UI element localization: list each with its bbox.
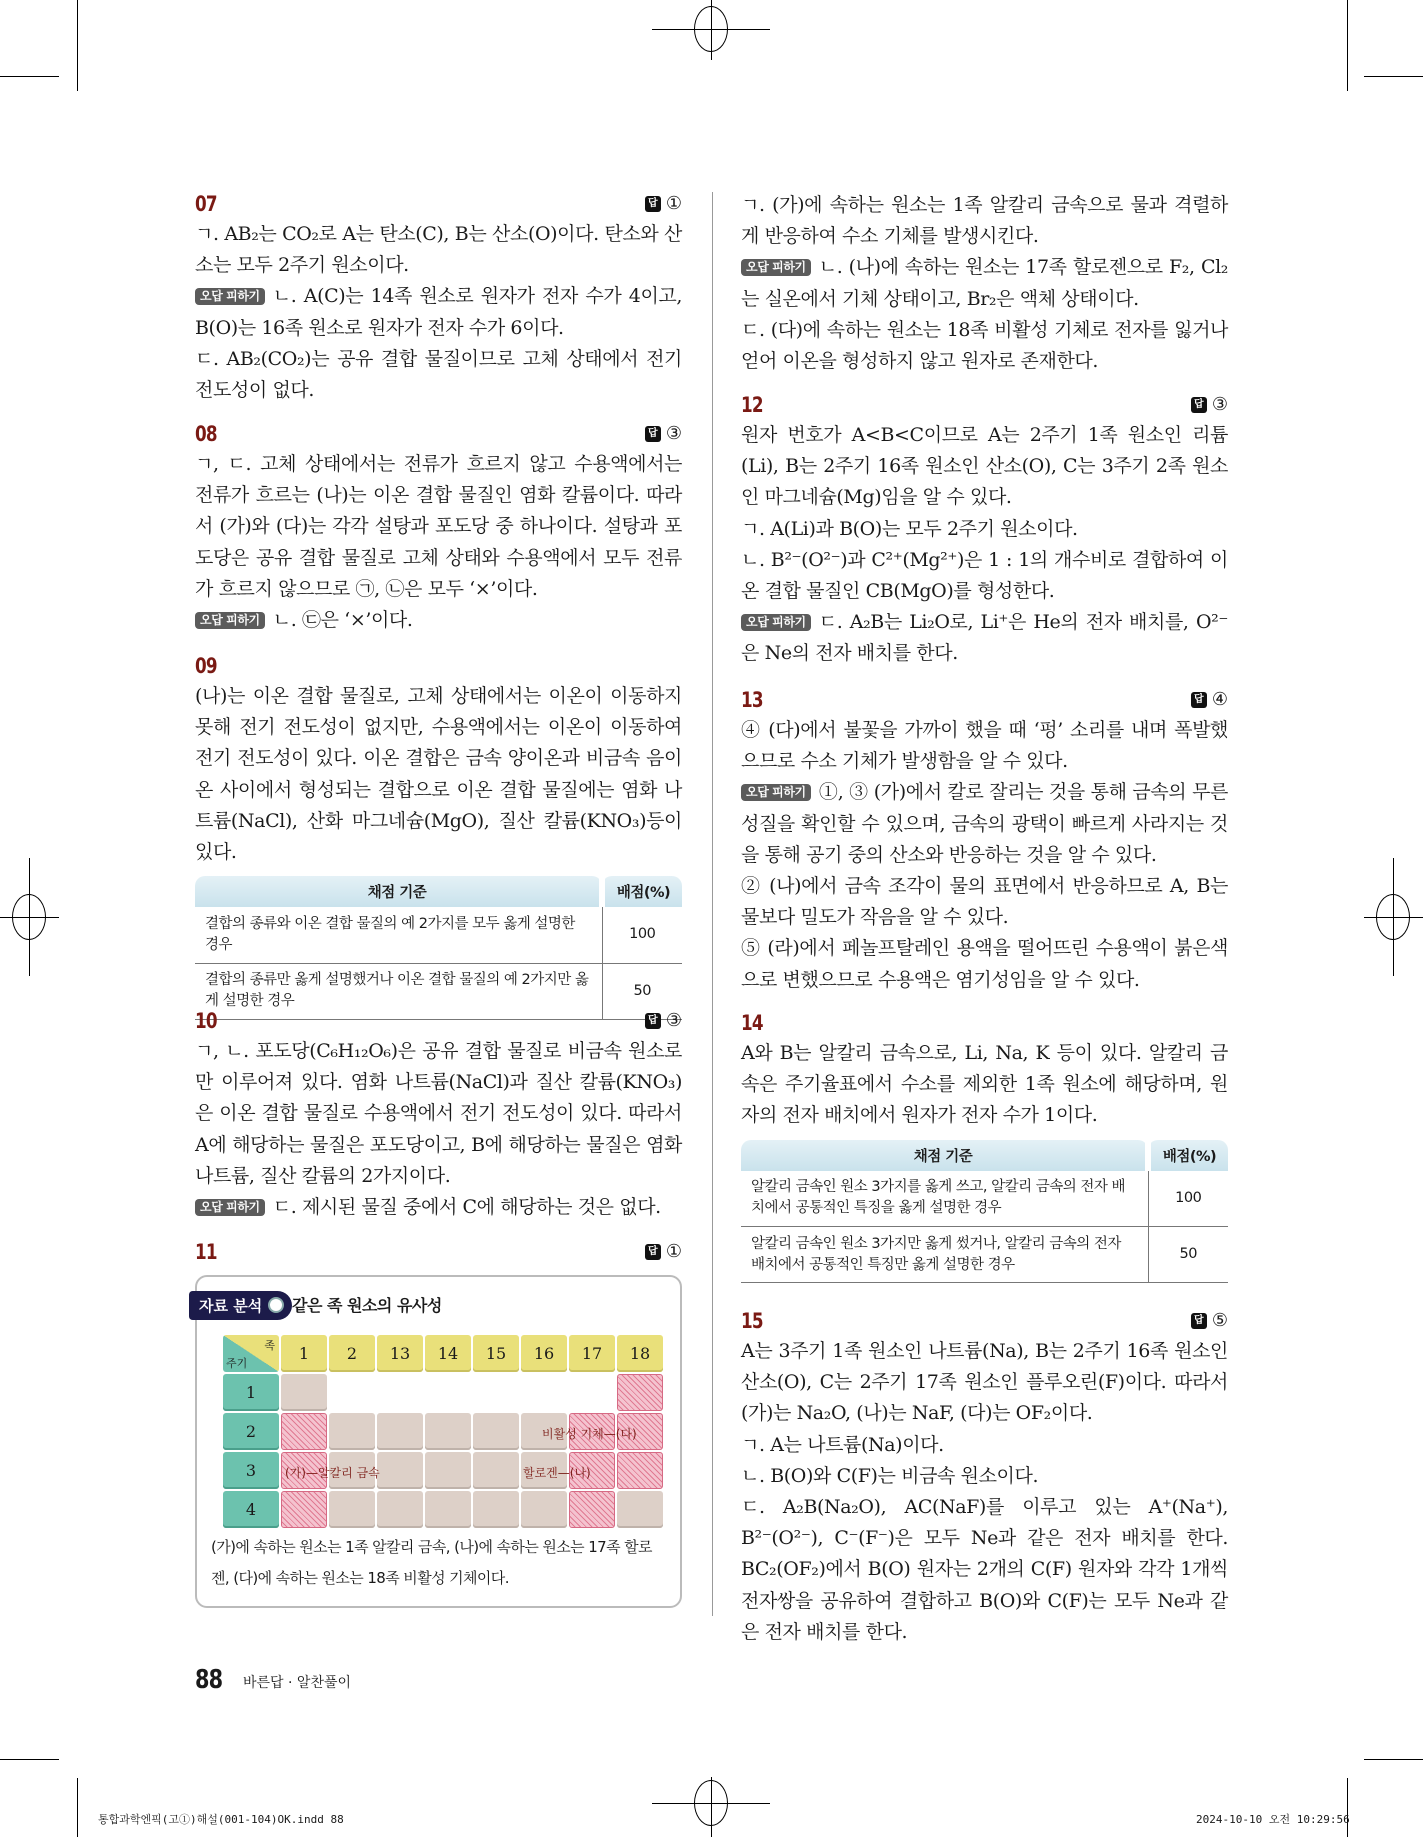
element-cell [425, 1491, 471, 1528]
answer-icon: 답 [1191, 397, 1207, 413]
score-cell: 100 [602, 907, 682, 963]
paragraph-text: ㄱ. AB₂는 CO₂로 A는 탄소(C), B는 산소(O)이다. 탄소와 산소는 모두 2주기 원소이다. [195, 223, 682, 277]
box-caption: (가)에 속하는 원소는 1족 알칼리 금속, (나)에 속하는 원소는 17족 할로젠, (다)에 속하는 원소는 18족 비활성 기체이다. [211, 1538, 652, 1587]
scoring-criteria-table [195, 876, 682, 1020]
question-number: 12 [741, 392, 763, 417]
question-number: 11 [195, 1239, 217, 1264]
answer-choice: ③ [1211, 394, 1228, 415]
explanation-paragraph [741, 545, 1228, 607]
answer-icon: 답 [645, 196, 661, 212]
explanation-paragraph [195, 281, 682, 343]
element-cell [377, 1413, 423, 1450]
explanation-paragraph [741, 1038, 1228, 1132]
criterion-cell: 결합의 종류와 이온 결합 물질의 예 2가지를 모두 옳게 설명한 경우 [195, 907, 602, 963]
answer-section-12 [741, 389, 1228, 670]
explanation-paragraph [741, 1461, 1228, 1492]
registration-mark [652, 29, 770, 30]
table-row [195, 907, 682, 963]
page-number: 88 [195, 1665, 223, 1695]
table-header: 채점 기준 [195, 876, 602, 907]
crop-mark [77, 0, 78, 91]
answer-mark [1191, 1310, 1228, 1331]
group-label: (가)—알칼리 금속 [285, 1466, 380, 1480]
empty-slot [425, 1374, 471, 1411]
crop-mark [1364, 76, 1423, 77]
group-header: 18 [617, 1335, 663, 1372]
wrong-answer-badge: 오답 피하기 [195, 612, 265, 629]
explanation-paragraph [741, 420, 1228, 514]
score-cell: 100 [1148, 1171, 1228, 1227]
section-header [741, 1007, 1228, 1038]
table-header: 배점(%) [1148, 1140, 1228, 1171]
section-header [195, 418, 682, 449]
explanation-paragraph [195, 1036, 682, 1192]
score-cell: 50 [602, 963, 682, 1019]
question-number: 14 [741, 1010, 763, 1035]
period-axis-label: 주기 [226, 1357, 248, 1370]
element-cell [569, 1491, 615, 1528]
explanation-paragraph [741, 1336, 1228, 1430]
explanation-paragraph [741, 1430, 1228, 1461]
paragraph-text: ㄴ. B(O)와 C(F)는 비금속 원소이다. [741, 1464, 1039, 1487]
answer-choice: ⑤ [1211, 1310, 1228, 1331]
wrong-answer-badge: 오답 피하기 [741, 259, 811, 276]
question-number: 10 [195, 1008, 217, 1033]
group-header: 17 [569, 1335, 615, 1372]
explanation-paragraph [195, 344, 682, 406]
table-row [741, 1227, 1228, 1283]
answer-section-cont [741, 190, 1228, 377]
explanation-paragraph [195, 1192, 682, 1223]
answer-choice: ④ [1211, 689, 1228, 710]
paragraph-text: ㄷ. AB₂(CO₂)는 공유 결합 물질이므로 고체 상태에서 전기 전도성이 없다. [195, 347, 682, 402]
answer-section-15 [741, 1305, 1228, 1648]
paragraph-text: ㄷ. A₂B(Na₂O), AC(NaF)를 이루고 있는 A⁺(Na⁺), B²⁻(O²⁻), C⁻(F⁻)은 모두 Ne과 같은 전자 배치를 한다. BC₂(OF₂)에서 B(O) 원자는 2개의 C(F) 원자와 각각 1개씩 전자쌍을 공유하여 결합하고 B(O)와 C(F)는 모두 Ne과 같은 전자 배치를 한다. [741, 1496, 1228, 1643]
data-analysis-box [195, 1275, 682, 1608]
element-cell [473, 1491, 519, 1528]
element-cell [281, 1491, 327, 1528]
crop-mark [0, 76, 59, 77]
period-header: 3 [223, 1452, 279, 1489]
section-header [741, 684, 1228, 715]
crop-mark [0, 1759, 59, 1760]
explanation-paragraph [741, 190, 1228, 252]
element-cell [329, 1413, 375, 1450]
element-cell [281, 1413, 327, 1450]
section-header [195, 1005, 682, 1036]
paragraph-text: A는 3주기 1족 원소인 나트륨(Na), B는 2주기 16족 원소인 산소(O), C는 2주기 17족 원소인 플루오린(F)이다. 따라서 (가)는 Na₂O, (나)는 NaF, (다)는 OF₂이다. [741, 1340, 1228, 1425]
label-text: 자료 분석 [199, 1297, 263, 1315]
element-cell [617, 1452, 663, 1489]
paragraph-text: 원자 번호가 A<B<C이므로 A는 2주기 1족 원소인 리튬(Li), B는 2주기 16족 원소인 산소(O), C는 3주기 2족 원소인 마그네슘(Mg)임을 알 수 있다. [741, 424, 1228, 509]
answer-mark [645, 1241, 682, 1262]
group-header: 16 [521, 1335, 567, 1372]
wrong-answer-badge: 오답 피하기 [195, 1199, 265, 1216]
answer-mark [645, 1010, 682, 1031]
paragraph-text: ⑤ (라)에서 페놀프탈레인 용액을 떨어뜨린 수용액이 붉은색으로 변했으므로 수용액은 염기성임을 알 수 있다. [741, 937, 1228, 991]
explanation-paragraph [195, 605, 682, 636]
explanation-paragraph [741, 252, 1228, 314]
paragraph-text: ④ (다)에서 불꽃을 가까이 했을 때 ‘펑’ 소리를 내며 폭발했으므로 수소 기체가 발생함을 알 수 있다. [741, 719, 1228, 773]
section-header [195, 650, 682, 681]
crop-mark [1347, 0, 1348, 91]
table-header: 채점 기준 [741, 1140, 1148, 1171]
answer-icon: 답 [645, 1244, 661, 1260]
explanation-paragraph [741, 715, 1228, 777]
element-cell [377, 1452, 423, 1489]
paragraph-text: ㄷ. 제시된 물질 중에서 C에 해당하는 것은 없다. [272, 1196, 661, 1219]
crop-mark [1364, 1759, 1423, 1760]
table-header: 배점(%) [602, 876, 682, 907]
element-cell [473, 1452, 519, 1489]
paragraph-text: ㄱ, ㄷ. 고체 상태에서는 전류가 흐르지 않고 수용액에서는 전류가 흐르는 (나)는 이온 결합 물질인 염화 칼륨이다. 따라서 (가)와 (다)는 각각 설탕과 포도당 중 하나이다. 설탕과 포도당은 공유 결합 물질로 고체 상태와 수용액에서 모두 전류가 흐르지 않으므로 ㉠, ㉡은 모두 ‘×’이다. [195, 453, 682, 600]
column-divider [712, 192, 713, 1616]
registration-mark [1364, 917, 1423, 918]
empty-slot [569, 1374, 615, 1411]
period-header: 2 [223, 1413, 279, 1450]
answer-section-09 [195, 650, 682, 1020]
wrong-answer-badge: 오답 피하기 [741, 614, 811, 631]
question-number: 08 [195, 421, 217, 446]
period-header: 4 [223, 1491, 279, 1528]
paragraph-text: ㄴ. (나)에 속하는 원소는 17족 할로젠으로 F₂, Cl₂는 실온에서 기체 상태이고, Br₂은 액체 상태이다. [741, 256, 1228, 310]
paragraph-text: A와 B는 알칼리 금속으로, Li, Na, K 등이 있다. 알칼리 금속은 주기율표에서 수소를 제외한 1족 원소에 해당하며, 원자의 전자 배치에서 원자가 전자 수가 1이다. [741, 1042, 1228, 1127]
explanation-paragraph [741, 933, 1228, 995]
magnifier-icon [268, 1297, 284, 1313]
group-label: 할로겐—(나) [523, 1466, 591, 1480]
group-header: 1 [281, 1335, 327, 1372]
paragraph-text: (나)는 이온 결합 물질로, 고체 상태에서는 이온이 이동하지 못해 전기 전도성이 없지만, 수용액에서는 이온이 이동하여 전기 전도성이 있다. 이온 결합은 금속 양이온과 비금속 음이온 사이에서 형성되는 결합으로 이온 결합 물질에는 염화 나트륨(NaCl), 산화 마그네슘(MgO), 질산 칼륨(KNO₃)등이 있다. [195, 685, 682, 864]
element-cell [425, 1413, 471, 1450]
registration-mark [711, 1777, 712, 1837]
element-cell [473, 1413, 519, 1450]
paragraph-text: ㄱ, ㄴ. 포도당(C₆H₁₂O₆)은 공유 결합 물질로 비금속 원소로만 이루어져 있다. 염화 나트륨(NaCl)과 질산 칼륨(KNO₃)은 이온 결합 물질로 수용액에서 전기 전도성이 있다. 따라서 A에 해당하는 물질은 포도당이고, B에 해당하는 물질은 염화 나트륨, 질산 칼륨의 2가지이다. [195, 1040, 682, 1187]
paragraph-text: ㄱ. (가)에 속하는 원소는 1족 알칼리 금속으로 물과 격렬하게 반응하여 수소 기체를 발생시킨다. [741, 194, 1228, 248]
question-number: 09 [195, 653, 217, 678]
section-header [195, 188, 682, 219]
paragraph-text: ㄷ. (다)에 속하는 원소는 18족 비활성 기체로 전자를 잃거나 얻어 이온을 형성하지 않고 원자로 존재한다. [741, 318, 1228, 373]
explanation-paragraph [741, 777, 1228, 871]
explanation-paragraph [741, 315, 1228, 377]
empty-slot [521, 1374, 567, 1411]
table-row [741, 1171, 1228, 1227]
answer-section-14 [741, 1007, 1228, 1283]
element-cell [617, 1491, 663, 1528]
answer-mark [645, 423, 682, 444]
answer-section-07 [195, 188, 682, 406]
question-number: 07 [195, 191, 217, 216]
answer-section-08 [195, 418, 682, 636]
data-analysis-label [189, 1291, 292, 1320]
section-header [195, 1236, 682, 1267]
answer-section-13 [741, 684, 1228, 996]
group-header: 13 [377, 1335, 423, 1372]
wrong-answer-badge: 오답 피하기 [195, 288, 265, 305]
answer-icon: 답 [1191, 1313, 1207, 1329]
paragraph-text: ㄴ. B²⁻(O²⁻)과 C²⁺(Mg²⁺)은 1 : 1의 개수비로 결합하여 이온 결합 물질인 CB(MgO)를 형성한다. [741, 548, 1228, 603]
question-number: 15 [741, 1308, 763, 1333]
group-header: 15 [473, 1335, 519, 1372]
answer-mark [1191, 689, 1228, 710]
answer-mark [1191, 394, 1228, 415]
element-cell [617, 1374, 663, 1411]
table-corner [223, 1335, 279, 1372]
paragraph-text: ㄴ. A(C)는 14족 원소로 원자가 전자 수가 4이고, B(O)는 16족 원소로 원자가 전자 수가 6이다. [195, 285, 682, 339]
registration-mark [652, 1803, 770, 1804]
answer-choice: ③ [665, 1010, 682, 1031]
group-header: 2 [329, 1335, 375, 1372]
box-title: 같은 족 원소의 유사성 [292, 1296, 442, 1315]
scoring-criteria-table [741, 1140, 1228, 1284]
answer-mark [645, 193, 682, 214]
paragraph-text: ㄷ. A₂B는 Li₂O로, Li⁺은 He의 전자 배치를, O²⁻은 Ne의 전자 배치를 한다. [741, 611, 1228, 665]
group-header: 14 [425, 1335, 471, 1372]
element-cell [521, 1491, 567, 1528]
question-number: 13 [741, 687, 763, 712]
paragraph-text: ㄱ. A(Li)과 B(O)는 모두 2주기 원소이다. [741, 517, 1078, 540]
answer-section-10 [195, 1005, 682, 1223]
period-header: 1 [223, 1374, 279, 1411]
answer-choice: ① [665, 193, 682, 214]
empty-slot [329, 1374, 375, 1411]
explanation-paragraph [741, 1492, 1228, 1648]
wrong-answer-badge: 오답 피하기 [741, 784, 811, 801]
slug-filename: 통합과학엔픽(고①)해설(001-104)OK.indd 88 [98, 1813, 344, 1826]
criterion-cell: 결합의 종류만 옳게 설명했거나 이온 결합 물질의 예 2가지만 옳게 설명한 경우 [195, 963, 602, 1019]
paragraph-text: ①, ③ (가)에서 칼로 잘리는 것을 통해 금속의 무른 성질을 확인할 수 있으며, 금속의 광택이 빠르게 사라지는 것을 통해 공기 중의 산소와 반응하는 것을 알 수 있다. [741, 781, 1228, 866]
slug-date: 2024-10-10 오전 10:29:56 [1196, 1813, 1350, 1826]
answer-section-11 [195, 1236, 682, 1608]
empty-slot [473, 1374, 519, 1411]
registration-mark [0, 917, 59, 918]
paragraph-text: ㄴ. ㉢은 ‘×’이다. [272, 609, 413, 632]
empty-slot [377, 1374, 423, 1411]
explanation-paragraph [195, 449, 682, 605]
crop-mark [1347, 1778, 1348, 1837]
explanation-paragraph [195, 219, 682, 281]
registration-mark [711, 0, 712, 60]
element-cell [281, 1374, 327, 1411]
answer-choice: ① [665, 1241, 682, 1262]
paragraph-text: ② (나)에서 금속 조각이 물의 표면에서 반응하므로 A, B는 물보다 밀도가 작음을 알 수 있다. [741, 875, 1228, 929]
score-cell: 50 [1148, 1227, 1228, 1283]
explanation-paragraph [741, 607, 1228, 669]
element-cell [425, 1452, 471, 1489]
footer-label: 바른답 · 알찬풀이 [243, 1675, 352, 1691]
explanation-paragraph [741, 871, 1228, 933]
answer-icon: 답 [645, 426, 661, 442]
answer-choice: ③ [665, 423, 682, 444]
element-cell [377, 1491, 423, 1528]
answer-icon: 답 [1191, 692, 1207, 708]
section-header [741, 1305, 1228, 1336]
criterion-cell: 알칼리 금속인 원소 3가지만 옳게 썼거나, 알칼리 금속의 전자 배치에서 공통적인 특징만 옳게 설명한 경우 [741, 1227, 1148, 1283]
group-axis-label: 족 [264, 1339, 275, 1352]
crop-mark [77, 1778, 78, 1837]
element-cell [329, 1491, 375, 1528]
answer-icon: 답 [645, 1013, 661, 1029]
criterion-cell: 알칼리 금속인 원소 3가지를 옳게 쓰고, 알칼리 금속의 전자 배치에서 공통적인 특징을 옳게 설명한 경우 [741, 1171, 1148, 1227]
explanation-paragraph [741, 514, 1228, 545]
explanation-paragraph [195, 681, 682, 868]
paragraph-text: ㄱ. A는 나트륨(Na)이다. [741, 1433, 944, 1456]
group-label: 비활성 기체—(다) [542, 1427, 637, 1441]
section-header [741, 389, 1228, 420]
